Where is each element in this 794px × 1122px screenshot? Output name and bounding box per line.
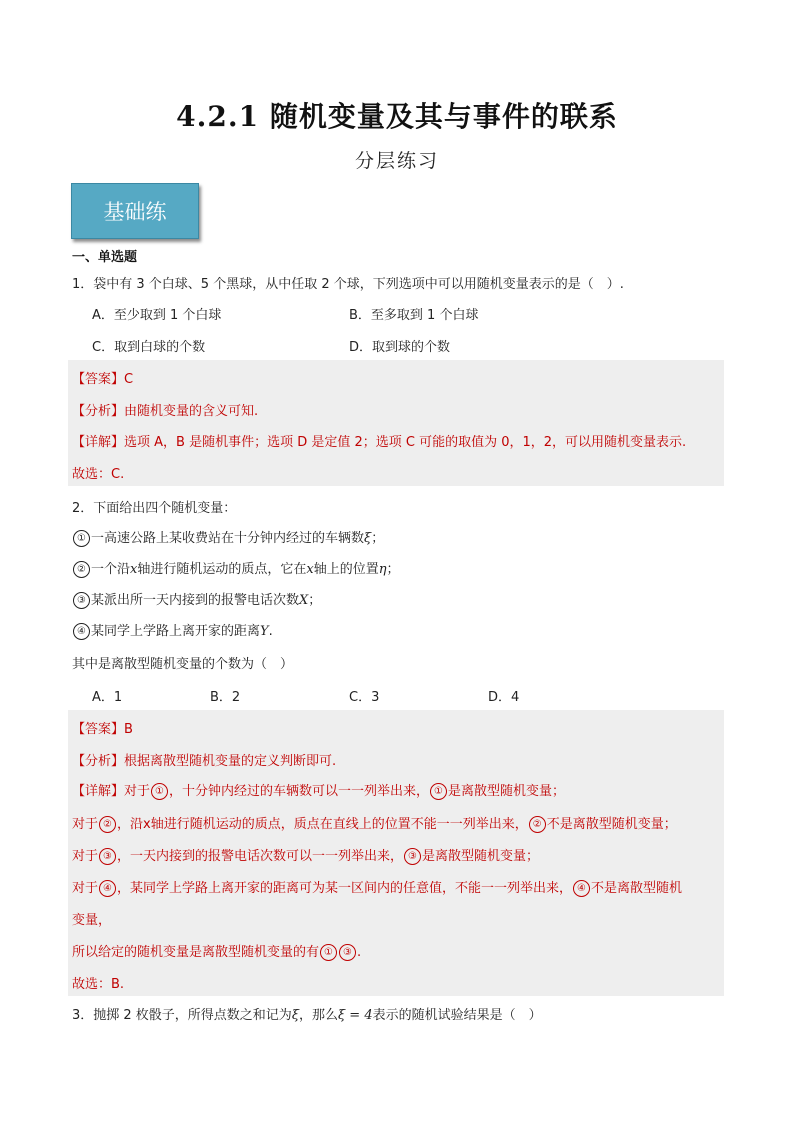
item-4-text: 某同学上学路上离开家的距离 <box>91 624 261 639</box>
section-badge <box>71 183 199 239</box>
circled-number-4: ④ <box>73 623 90 640</box>
question-3-text-c: 表示的随机试验结果是（ ） <box>372 1008 542 1023</box>
question-2-ask: 其中是离散型随机变量的个数为（ ） <box>72 657 294 672</box>
detail-3-b: ，一天内接到的报警电话次数可以一一列举出来， <box>117 849 404 864</box>
variable-eta: η <box>378 562 387 577</box>
question-1-stem: 1．袋中有 3 个白球、5 个黑球，从中任取 2 个球，下列选项中可以用随机变量表示的是（ ）. <box>72 277 624 292</box>
detail-3-a: 对于 <box>72 849 99 864</box>
item-1-end: ； <box>371 531 385 546</box>
item-3-end: ； <box>308 593 322 608</box>
question-2-detail-1 <box>72 780 565 800</box>
detail-1-c: 是离散型随机变量； <box>448 784 566 799</box>
variable-x: x <box>130 562 138 577</box>
question-3-text-b: ，那么 <box>298 1008 338 1023</box>
item-2-end: ； <box>386 562 400 577</box>
question-2-item-1 <box>72 527 384 547</box>
question-2-detail-2 <box>72 813 677 833</box>
item-2-text-c: 轴上的位置 <box>313 562 379 577</box>
question-2-detail-3 <box>72 845 539 865</box>
detail-4-c: 不是离散型随机 <box>591 881 683 896</box>
question-1-option-b: B．至多取到 1 个白球 <box>349 308 479 323</box>
section-heading: 一、单选题 <box>72 250 138 265</box>
section-badge-label: 基础练 <box>103 200 167 224</box>
question-2-option-d: D．4 <box>488 690 520 705</box>
page-subtitle: 分层练习 <box>354 150 439 172</box>
question-1-analysis: 【分析】由随机变量的含义可知. <box>72 404 259 419</box>
variable-Y: Y <box>260 624 269 639</box>
item-4-end: . <box>268 624 273 639</box>
detail-6-a: 所以给定的随机变量是离散型随机变量的有 <box>72 945 320 960</box>
circled-number-2: ② <box>73 561 90 578</box>
question-2-option-b: B．2 <box>210 690 241 705</box>
question-1-answer: 【答案】C <box>72 372 134 387</box>
detail-1-a: 【详解】对于 <box>72 784 151 799</box>
question-2-stem: 2．下面给出四个随机变量： <box>72 501 237 516</box>
circled-number-4-repeat: ④ <box>573 880 590 897</box>
equation: ξ = 4 <box>338 1008 373 1023</box>
question-1-option-d: D．取到球的个数 <box>349 340 451 355</box>
item-2-text-b: 轴进行随机运动的质点，它在 <box>137 562 307 577</box>
item-3-text: 某派出所一天内接到的报警电话次数 <box>91 593 300 608</box>
question-2-answer: 【答案】B <box>72 722 133 737</box>
circled-number-3: ③ <box>73 592 90 609</box>
item-2-text-a: 一个沿 <box>91 562 131 577</box>
detail-2-c: 不是离散型随机变量； <box>546 817 677 832</box>
circled-number-3: ③ <box>99 848 116 865</box>
circled-number-1-repeat: ① <box>430 783 447 800</box>
variable-X: X <box>299 593 309 608</box>
detail-3-c: 是离散型随机变量； <box>422 849 540 864</box>
circled-number-3-repeat: ③ <box>404 848 421 865</box>
circled-number-1: ① <box>73 530 90 547</box>
detail-6-b: . <box>357 945 362 960</box>
detail-1-b: ，十分钟内经过的车辆数可以一一列举出来， <box>169 784 430 799</box>
circled-number-1: ① <box>151 783 168 800</box>
question-3-text-a: 3．抛掷 2 枚骰子，所得点数之和记为 <box>72 1008 292 1023</box>
question-1-choice: 故选：C. <box>72 467 125 482</box>
detail-2-b: ，沿x轴进行随机运动的质点，质点在直线上的位置不能一一列举出来， <box>117 817 528 832</box>
variable-xi: ξ <box>291 1008 299 1023</box>
question-1-detail: 【详解】选项 A，B 是随机事件；选项 D 是定值 2；选项 C 可能的取值为 0，1，2，可以用随机变量表示. <box>72 435 687 450</box>
circled-number-2: ② <box>99 816 116 833</box>
question-2-detail-4 <box>72 877 682 897</box>
variable-x-2: x <box>306 562 314 577</box>
question-1-solution <box>68 360 724 486</box>
question-2-solution <box>68 710 724 996</box>
circled-number-4: ④ <box>99 880 116 897</box>
question-1-option-a: A．至少取到 1 个白球 <box>92 308 222 323</box>
circled-number-2-repeat: ② <box>529 816 546 833</box>
circled-number-3-final: ③ <box>339 944 356 961</box>
question-2-item-4 <box>72 620 273 640</box>
page-title: 4.2.1 随机变量及其与事件的联系 <box>176 100 618 133</box>
question-2-detail-5: 变量， <box>72 913 112 928</box>
detail-4-a: 对于 <box>72 881 99 896</box>
item-1-text: 一高速公路上某收费站在十分钟内经过的车辆数 <box>91 531 365 546</box>
question-2-option-a: A．1 <box>92 690 123 705</box>
question-2-choice: 故选：B. <box>72 977 125 992</box>
question-3-stem <box>72 1004 542 1023</box>
question-2-item-2 <box>72 558 400 578</box>
variable-xi: ξ <box>364 531 372 546</box>
detail-4-b: ，某同学上学路上离开家的距离可为某一区间内的任意值，不能一一列举出来， <box>117 881 573 896</box>
question-2-analysis: 【分析】根据离散型随机变量的定义判断即可. <box>72 754 337 769</box>
question-2-option-c: C．3 <box>349 690 380 705</box>
question-2-item-3 <box>72 589 321 609</box>
detail-2-a: 对于 <box>72 817 99 832</box>
question-1-option-c: C．取到白球的个数 <box>92 340 206 355</box>
circled-number-1-final: ① <box>320 944 337 961</box>
question-2-detail-6 <box>72 941 361 961</box>
